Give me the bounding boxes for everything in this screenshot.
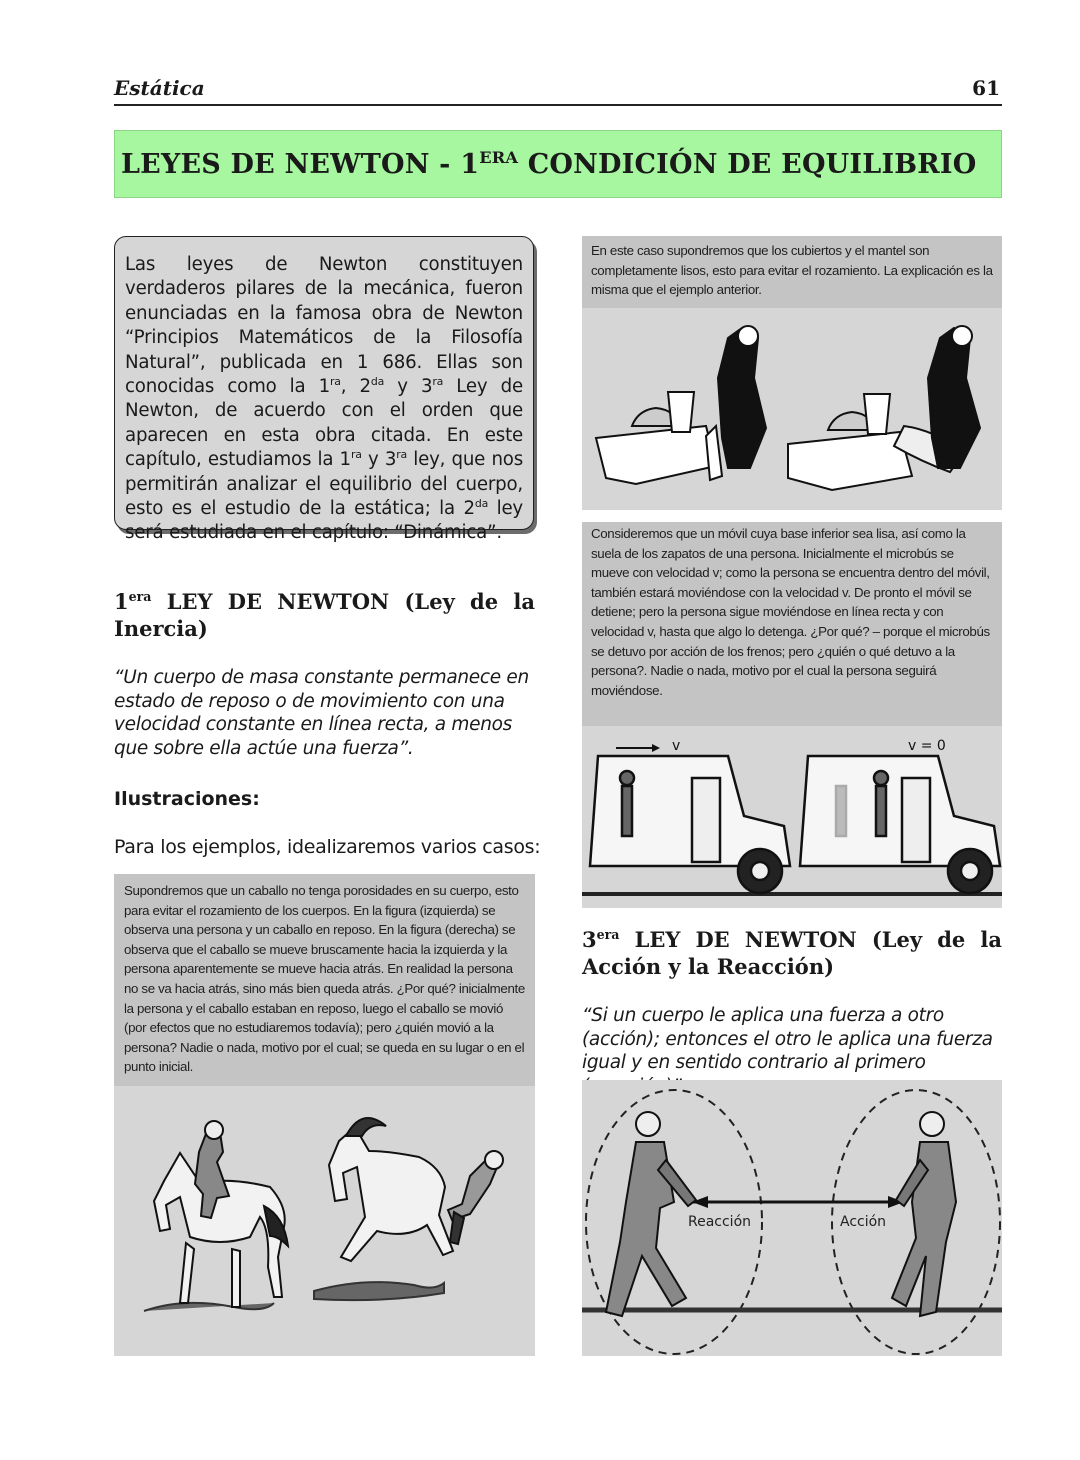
action-reaction-illustration (582, 1080, 1002, 1356)
section-name: Estática (114, 76, 205, 100)
horse-drawing (114, 1086, 535, 1356)
velocity-zero-label: v = 0 (908, 738, 946, 754)
bus-example-text: Consideremos que un móvil cuya base inferior sea lisa, así como la suela de los zapatos de una persona. Inicialmente el microbús se mueve con velocidad v; como la persona se encuentra dentro del móvil, también estará moviéndose con la velocidad v. De pronto el móvil se detiene; pero la persona sigue moviéndose en línea recta y con velocidad v, hasta que algo lo detenga. ¿Por qué? – porque el microbús se detuvo por acción de los frenos; pero ¿quién o qué detuvo a la persona?. Nadie o nada, motivo por el cual la persona seguirá moviéndose. (582, 522, 1002, 726)
table-at-rest (596, 326, 766, 484)
table-pulled-cloth (788, 326, 980, 490)
examples-intro: Para los ejemplos, idealizaremos varios casos: (114, 836, 541, 858)
third-law-quote: “Si un cuerpo le aplica una fuerza a otro (acción); entonces el otro le aplica una fuerza igual y en sentido contrario al primero (582, 1005, 993, 1073)
moving-bus (590, 756, 790, 893)
illustrations-heading: Ilustraciones: (114, 788, 260, 810)
first-law-heading: $1^{era}$ LEY DE NEWTON (Ley de la Inercia) (114, 589, 535, 641)
left-person (606, 1112, 696, 1316)
bus-illustration (582, 726, 1002, 908)
first-law-quote: “Un cuerpo de masa constante permanece en estado de reposo o de movimiento con una velocidad constante en línea recta, a menos que sobre ella actúe una fuerza”. (114, 667, 529, 759)
tablecloth-drawing (582, 308, 1002, 510)
horse-illustration (114, 1086, 535, 1356)
velocity-label: v (672, 738, 681, 754)
tablecloth-illustration (582, 308, 1002, 510)
page-header (114, 74, 1002, 106)
horse-at-rest (144, 1121, 288, 1311)
action-label: Acción (840, 1214, 887, 1230)
page-number: 61 (972, 76, 1000, 100)
stopped-bus (800, 756, 1000, 893)
intro-box: Las leyes de Newton constituyen verdaderos pilares de la mecánica, fueron enunciadas en la famosa obra de Newton “Principios Matemáticos de la Filosofía Natural”, publicada en 1 686. Ellas son conocidas como la $1^{ra}$, $2^{da}$ y $3^{ra}$ Ley de Newton, de acuerdo con el orden que aparecen en esta obra citada. En este capítulo, estudiamos la $1^{ra}$ y $3^{ra}$ ley, que nos permitirán analizar el equilibrio del cuerpo, esto es el estudio de la estática; la $2^{da}$ ley será estudiada en el capítulo: “Dinámica”. (114, 236, 534, 530)
action-reaction-drawing (582, 1080, 1002, 1356)
third-law-heading: $3^{era}$ LEY DE NEWTON (Ley de la Acción y la Reacción) (582, 927, 1002, 979)
reaction-label: Reacción (688, 1214, 752, 1230)
title-banner (114, 130, 1002, 198)
page-title: LEYES DE NEWTON - $1^{ERA}$ CONDICIÓN DE EQUILIBRIO (121, 148, 977, 180)
horse-in-motion (314, 1118, 503, 1300)
tablecloth-example-text: En este caso supondremos que los cubiertos y el mantel son completamente lisos, esto para evitar el rozamiento. La explicación es la misma que el ejemplo anterior. (582, 236, 1002, 308)
right-person (892, 1112, 956, 1316)
horse-example-text: Supondremos que un caballo no tenga porosidades en su cuerpo, esto para evitar el rozamiento de los cuerpos. En la figura (izquierda) se observa una persona y un caballo en reposo. En la figura (derecha) se observa que el caballo se mueve bruscamente hacia la izquierda y la persona aparentemente se mueve hacia atrás. En realidad la persona no se va hacia atrás, sino más bien queda atrás. ¿Por qué? inicialmente la persona y el caballo estaban en reposo, luego el caballo se movió (por efectos que no estudiaremos todavía); pero ¿quién movió a la persona? Nadie o nada, motivo por el cual; se queda en su lugar o en el punto inicial. (114, 874, 535, 1086)
bus-drawing (582, 726, 1002, 908)
